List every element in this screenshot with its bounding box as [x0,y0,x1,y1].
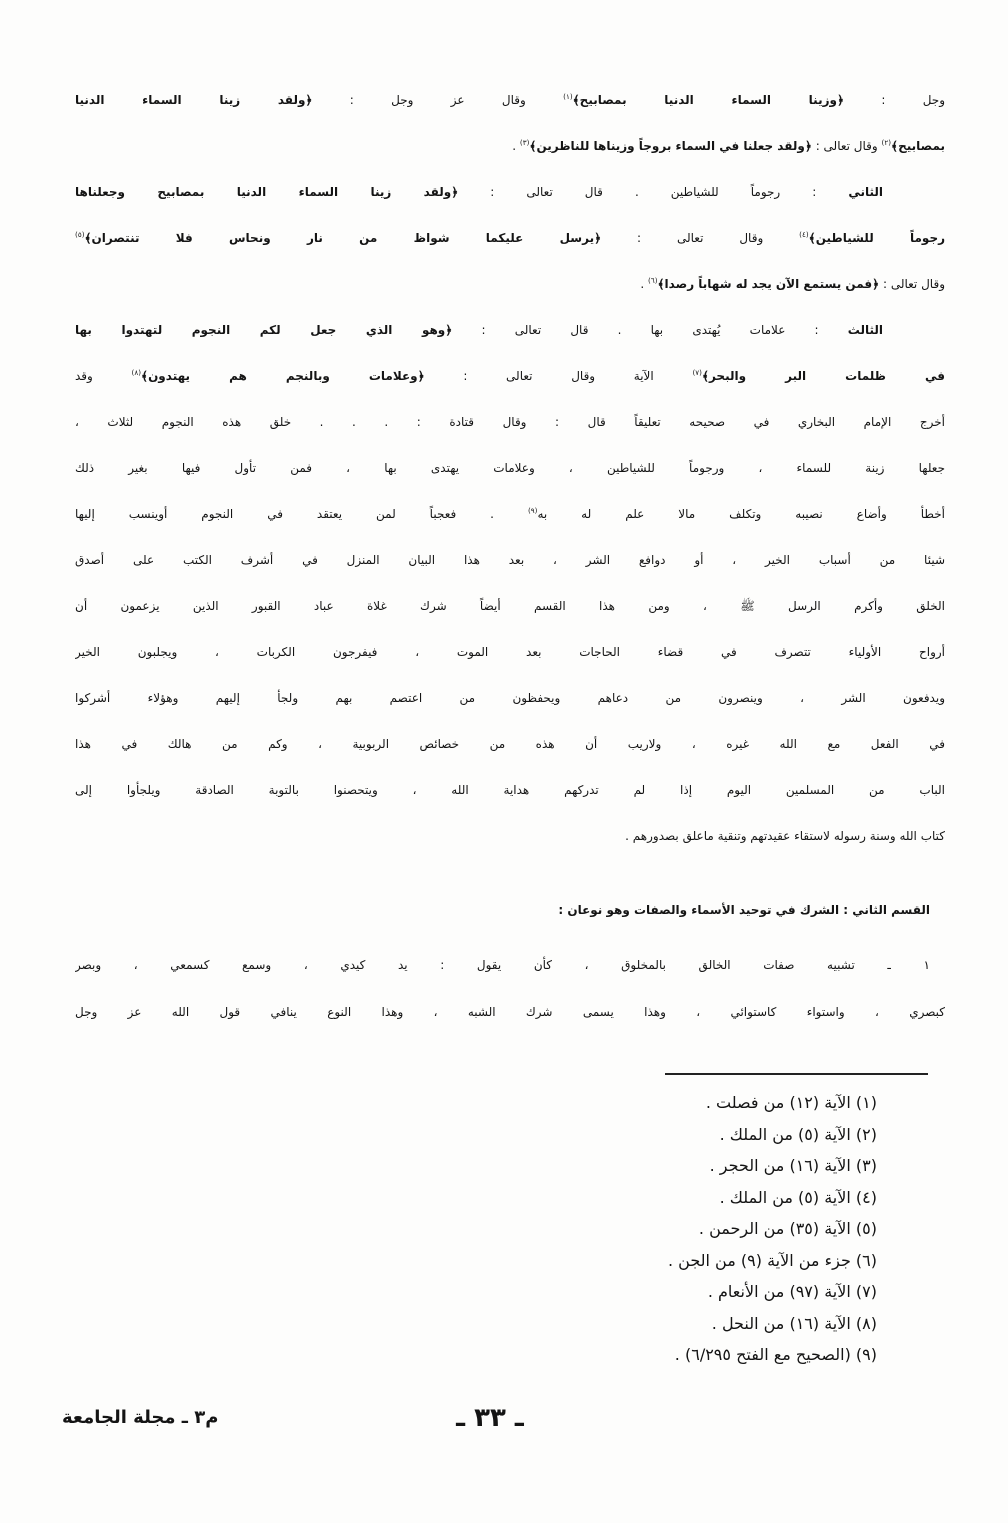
text-segment: الخلق وأكرم الرسل ﷺ ، ومن هذا القسم أيضاً شرك غلاة عباد القبور الذين يزعمون أن [75,599,945,613]
body-line [75,353,945,399]
list-item-line: ١ ـ تشبيه صفات الخالق بالمخلوق ، كأن يقول : يد كيدي ، وسمع كسمعي ، وبصر [75,958,930,972]
body-line [75,215,945,261]
footnote: (٧) الآية (٩٧) من الأنعام . [707,1282,877,1301]
text-segment: الباب من المسلمين اليوم إذا لم تدركهم هداية الله ، ويتحصنوا بالتوبة الصادقة ويلجأوا إلى [75,783,945,797]
section-heading-block [75,887,945,933]
point-label: الثالث [847,323,884,337]
body-line [75,169,945,215]
footnote-ref: (٨) [131,368,142,377]
quran-verse: ﴿يرسل عليكما شواظ من نار ونحاس فلا تنتصران﴾ [84,231,602,245]
text-segment: : رجوماً للشياطين . قال تعالى : [458,185,849,199]
footnote: (١) الآية (١٢) من فصلت . [705,1093,877,1112]
footnote: (٢) الآية (٥) من الملك . [719,1124,877,1144]
footnote: (٦) جزء من الآية (٩) من الجن . [667,1250,877,1270]
quran-verse: بمصابيح﴾ [891,139,945,153]
quran-verse: ﴿ولقد جعلنا في السماء بروجاً وزيناها للناظرين﴾ [529,139,812,153]
footnote-ref: (٧) [692,368,702,377]
list-item-line: كبصري ، واستواء كاستوائي ، وهذا يسمى شرك الشبه ، وهذا النوع ينافي قول الله عز وجل [75,1005,945,1019]
body-line [75,721,945,767]
main-text [75,77,945,859]
footnote: (٥) الآية (٣٥) من الرحمن . [698,1219,877,1238]
text-segment: وقد [75,369,132,383]
body-line [75,537,945,583]
quran-verse: ﴿وزينا السماء الدنيا بمصابيح﴾ [572,93,844,107]
footnote-ref: (٦) [648,276,658,285]
footnote: (٨) الآية (١٦) من النحل . [711,1313,877,1333]
footnote-ref: (٩) [527,506,538,515]
journal-signature: م٣ ـ مجلة الجامعة [62,1407,219,1428]
text-segment: أخرج الإمام البخاري في صحيحه تعليقاً قال : وقال قتادة : . . . خلق هذه النجوم لثلاث ، [75,415,945,429]
text-segment: ويدفعون الشر ، وينصرون من دعاهم ويحفظون من اعتصم بهم ولجأ إليهم وهؤلاء أشركوا [75,691,945,705]
body-line [75,77,945,123]
text-segment: أرواح الأولياء تتصرف في قضاء الحاجات بعد الموت ، فيفرجون الكربات ، ويجلبون الخير [75,645,945,659]
body-line [75,629,945,675]
text-segment: وقال تعالى : [879,277,945,291]
footnotes [557,1087,877,1371]
quran-verse: ﴿ولقد زينا السماء الدنيا بمصابيح وجعلناها [75,185,459,199]
body-line [75,261,945,307]
text-segment: وقال تعالى : [811,139,882,153]
footnote-ref: (٣) [519,138,530,147]
footnote-separator [665,1073,928,1075]
text-segment: وقال تعالى : [601,231,800,245]
text-segment: . فعجباً لمن يعتقد في النجوم أوينسب إليها [75,507,528,521]
text-segment: شيئا من أسباب الخير ، أو دوافع الشر ، بعد هذا البيان المنزل في أشرف الكتب على أصدق [75,553,945,567]
text-segment: كتاب الله وسنة رسوله لاستقاء عقيدتهم وتنقية ماعلق بصدورهم . [625,829,945,843]
text-segment: أخطأ وأضاع نصيبه وتكلف مالا علم له به [537,507,945,521]
footnote: (٣) الآية (١٦) من الحجر . [709,1156,877,1175]
text-segment: جعلها زينة للسماء ، ورجوماً للشياطين ، وعلامات يهتدى بها ، فمن تأول فيها بغير ذلك [75,461,945,475]
footnote-ref: (٥) [75,230,85,239]
quran-verse: ﴿وهو الذي جعل لكم النجوم لتهتدوا بها [75,323,453,337]
text-segment: وجل : [843,93,945,107]
text-segment: الآية وقال تعالى : [424,369,693,383]
section-two-text [75,942,945,1036]
quran-verse: ﴿فمن يستمع الآن يجد له شهاباً رصدا﴾ [657,277,880,291]
body-line [75,307,945,353]
body-line [75,675,945,721]
quran-verse: ﴿وعلامات وبالنجم هم يهتدون﴾ [141,369,425,383]
body-line [75,445,945,491]
text-segment: . [640,277,649,291]
quran-verse: رجوماً للشياطين﴾ [808,231,945,245]
text-segment: : علامات يُهتدى بها . قال تعالى : [452,323,848,337]
footnote: (٩) (الصحيح مع الفتح ٦/٢٩٥) . [674,1345,877,1364]
footnote-ref: (١) [563,92,573,101]
footnote-ref: (٤) [799,230,809,239]
section-heading: القسم الثاني : الشرك في توحيد الأسماء والصفات وهو نوعان : [558,903,930,917]
text-segment: في الفعل مع الله غيره ، ولاريب أن هذه من خصائص الربوبية ، وكم من هالك في هذا [75,737,945,751]
point-label: الثاني [848,185,883,199]
text-segment: . [512,139,520,153]
footnote-ref: (٢) [881,138,892,147]
body-line [75,767,945,813]
body-line [75,123,945,169]
body-line [75,583,945,629]
body-line [75,813,945,859]
text-segment: وقال عز وجل : [312,93,564,107]
quran-verse: في ظلمات البر والبحر﴾ [701,369,945,383]
body-line [75,491,945,537]
body-line [75,399,945,445]
page-number: ـ ٣٣ ـ [456,1403,524,1433]
quran-verse: ﴿ولقد زينا السماء الدنيا [75,93,313,107]
footnote: (٤) الآية (٥) من الملك . [719,1187,877,1207]
